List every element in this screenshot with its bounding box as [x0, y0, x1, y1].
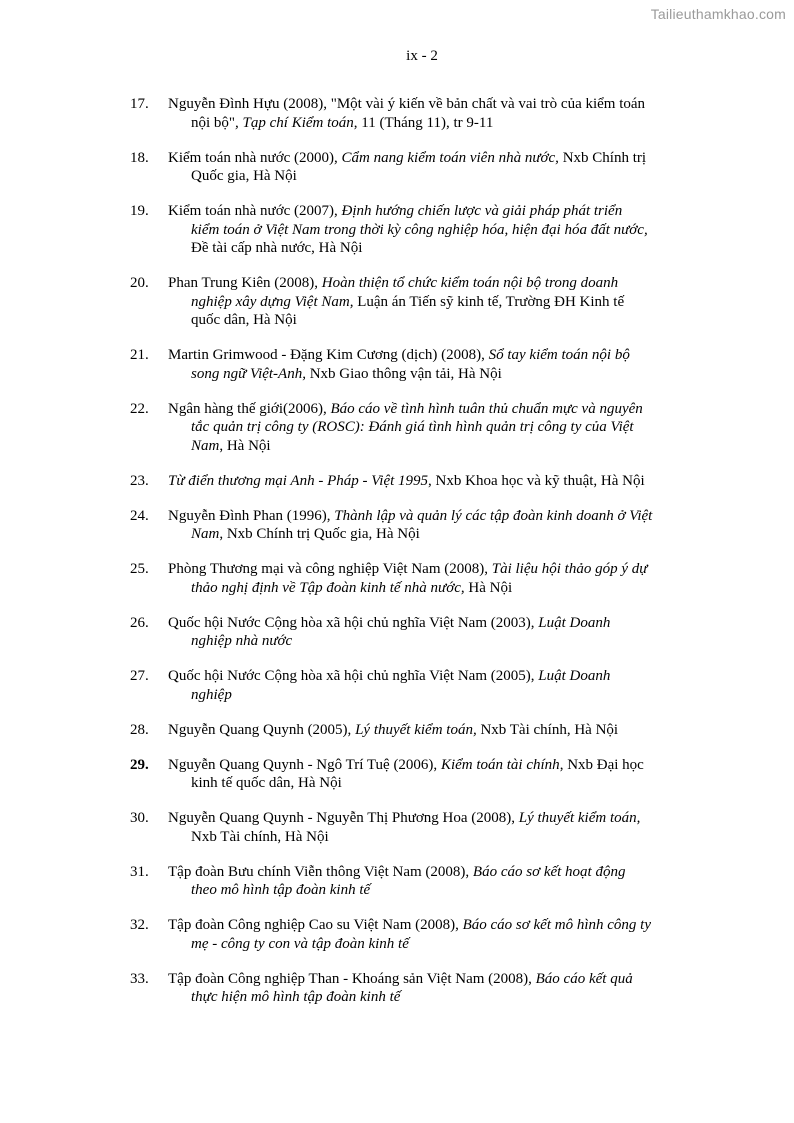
reference-segment: Nxb Giao thông vận tải, Hà Nội	[305, 365, 502, 382]
reference-line	[168, 507, 690, 526]
reference-line	[168, 400, 690, 419]
reference-line	[168, 311, 690, 330]
reference-line	[168, 221, 690, 240]
reference-line	[168, 418, 690, 437]
reference-line	[168, 614, 690, 633]
reference-title-segment: Lý thuyết kiểm toán,	[355, 721, 477, 738]
reference-text	[168, 95, 690, 132]
reference-segment: Nxb Tài chính, Hà Nội	[476, 721, 619, 738]
reference-segment: Nguyễn Đình Phan (1996),	[168, 507, 335, 524]
reference-title-segment: Luật Doanh	[538, 614, 611, 631]
reference-item	[130, 721, 690, 740]
reference-segment: , Nxb Chính trị Quốc gia, Hà Nội	[219, 526, 420, 542]
reference-item	[130, 95, 690, 132]
reference-line	[168, 686, 690, 705]
reference-title-segment: kiểm toán ở Việt Nam trong thời kỳ công nghiệp hóa, hiện đại hóa đất nước,	[191, 221, 648, 238]
reference-number: 21.	[130, 347, 149, 363]
reference-segment: Nxb Tài chính, Hà Nội	[191, 828, 329, 845]
page-number: ix - 2	[406, 48, 438, 64]
reference-item	[130, 809, 690, 846]
reference-title-segment: Kiểm toán tài chính	[440, 756, 560, 773]
reference-item	[130, 560, 690, 597]
reference-text	[168, 614, 690, 651]
reference-number: 33.	[130, 970, 149, 987]
reference-number: 28.	[130, 721, 149, 738]
reference-segment: Nguyễn Quang Quynh - Ngô Trí Tuệ (2006),	[168, 756, 441, 773]
reference-segment: Phan Trung Kiên (2008),	[168, 275, 322, 291]
reference-segment: kinh tế quốc dân, Hà Nội	[191, 775, 342, 791]
reference-item	[130, 507, 690, 544]
reference-item	[130, 756, 690, 793]
reference-item	[130, 400, 690, 456]
reference-title-segment: thảo nghị định về Tập đoàn kinh tế nhà nước,	[191, 579, 465, 596]
reference-list	[130, 95, 690, 1023]
reference-segment: Nxb Chính trị	[558, 149, 647, 166]
reference-text	[168, 507, 690, 544]
reference-text	[168, 863, 690, 900]
reference-text	[168, 274, 690, 330]
reference-text	[168, 916, 690, 953]
reference-line	[168, 114, 690, 133]
reference-segment: Tập đoàn Bưu chính Viễn thông Việt Nam (2008),	[168, 863, 473, 880]
reference-number: 32.	[130, 917, 149, 933]
reference-number: 31.	[130, 863, 149, 880]
reference-title-segment: Nam	[191, 526, 220, 542]
reference-segment: Đề tài cấp nhà nước, Hà Nội	[191, 240, 363, 256]
reference-title-segment: Tài liệu hội thảo góp ý dự	[491, 561, 648, 577]
reference-line	[168, 988, 690, 1007]
reference-number: 23.	[130, 472, 149, 489]
reference-title-segment: Lý thuyết kiểm toán,	[518, 810, 641, 826]
reference-title-segment: Thành lập và quản lý các tập đoàn kinh doanh ở Việt	[334, 507, 653, 524]
reference-line	[168, 970, 690, 989]
reference-line	[168, 828, 690, 847]
reference-title-segment: nghiệp xây dựng Việt Nam,	[191, 293, 354, 310]
reference-number: 27.	[130, 668, 149, 684]
reference-line	[168, 239, 690, 258]
reference-number: 19.	[130, 203, 149, 219]
reference-segment: , Nxb Đại học	[559, 756, 644, 773]
reference-item	[130, 202, 690, 258]
reference-number: 18.	[130, 149, 149, 166]
watermark-text: Tailieuthamkhao.com	[650, 6, 786, 22]
reference-item	[130, 472, 690, 491]
reference-number: 17.	[130, 96, 149, 112]
reference-number: 20.	[130, 275, 149, 291]
reference-segment: Quốc hội Nước Cộng hòa xã hội chủ nghĩa Việt Nam (2003),	[168, 614, 539, 631]
reference-title-segment: Báo cáo kết quả	[535, 970, 633, 987]
reference-segment: Nguyễn Quang Quynh (2005),	[168, 721, 356, 738]
reference-number: 29.	[130, 756, 149, 773]
reference-item	[130, 149, 690, 186]
reference-line	[168, 149, 690, 168]
reference-segment: , Nxb Khoa học và kỹ thuật, Hà Nội	[428, 472, 645, 489]
reference-segment: Quốc hội Nước Cộng hòa xã hội chủ nghĩa Việt Nam (2005),	[168, 668, 539, 684]
reference-title-segment: tắc quản trị công ty (ROSC): Đánh giá tình hình quản trị công ty của Việt	[191, 419, 634, 435]
reference-line	[168, 935, 690, 954]
reference-number: 30.	[130, 810, 149, 826]
reference-title-segment: Định hướng chiến lược và giải pháp phát triển	[341, 203, 623, 219]
reference-segment: Nguyễn Đình Hựu (2008), "Một vài ý kiến về bản chất và vai trò của kiểm toán	[168, 96, 646, 112]
reference-line	[168, 167, 690, 186]
reference-segment: , Hà Nội	[219, 437, 271, 454]
reference-text	[168, 149, 690, 186]
reference-number: 25.	[130, 561, 149, 577]
reference-title-segment: Luật Doanh	[538, 668, 611, 684]
reference-line	[168, 809, 690, 828]
reference-title-segment: nghiệp nhà nước	[191, 633, 293, 649]
reference-item	[130, 274, 690, 330]
reference-text	[168, 756, 690, 793]
reference-line	[168, 863, 690, 882]
reference-line	[168, 560, 690, 579]
reference-title-segment: Hoàn thiện tổ chức kiểm toán nội bộ trong doanh	[321, 275, 619, 291]
reference-title-segment: nghiệp	[191, 686, 232, 703]
reference-title-segment: Từ điển thương mại Anh - Pháp - Việt 1995	[168, 472, 429, 489]
reference-line	[168, 437, 690, 456]
reference-segment: Ngân hàng thế giới(2006),	[168, 400, 331, 417]
reference-item	[130, 667, 690, 704]
reference-title-segment: Báo cáo sơ kết hoạt động	[472, 863, 626, 880]
reference-line	[168, 916, 690, 935]
reference-line	[168, 525, 690, 544]
reference-line	[168, 274, 690, 293]
reference-segment: Martin Grimwood - Đặng Kim Cương (dịch) (2008),	[168, 347, 489, 363]
reference-segment: , 11 (Tháng 11), tr 9-11	[353, 114, 494, 131]
reference-line	[168, 202, 690, 221]
reference-segment: Quốc gia, Hà Nội	[191, 168, 297, 184]
reference-segment: Kiểm toán nhà nước (2007),	[168, 203, 342, 219]
reference-line	[168, 881, 690, 900]
reference-segment: Luận án Tiến sỹ kinh tế, Trường ĐH Kinh tế	[353, 293, 625, 310]
reference-item	[130, 970, 690, 1007]
reference-item	[130, 916, 690, 953]
reference-line	[168, 632, 690, 651]
reference-text	[168, 721, 690, 740]
reference-line	[168, 774, 690, 793]
reference-title-segment: Cẩm nang kiểm toán viên nhà nước,	[341, 149, 559, 166]
reference-item	[130, 614, 690, 651]
reference-number: 24.	[130, 507, 149, 524]
reference-title-segment: Báo cáo về tình hình tuân thủ chuẩn mực và nguyên	[330, 400, 643, 417]
reference-line	[168, 667, 690, 686]
reference-segment: nội bộ"	[191, 114, 236, 131]
reference-segment: Tập đoàn Công nghiệp Than - Khoáng sản Việt Nam (2008),	[168, 970, 536, 987]
reference-text	[168, 970, 690, 1007]
reference-segment: Nguyễn Quang Quynh - Nguyễn Thị Phương Hoa (2008),	[168, 810, 519, 826]
reference-line	[168, 95, 690, 114]
reference-text	[168, 560, 690, 597]
reference-number: 26.	[130, 614, 149, 631]
reference-title-segment: , Tạp chí Kiểm toán	[235, 114, 354, 131]
reference-title-segment: Nam	[191, 437, 220, 454]
reference-line	[168, 756, 690, 775]
reference-title-segment: thực hiện mô hình tập đoàn kinh tế	[191, 989, 401, 1005]
reference-line	[168, 346, 690, 365]
reference-text	[168, 346, 690, 383]
reference-text	[168, 400, 690, 456]
reference-title-segment: song ngữ Việt-Anh,	[191, 365, 306, 382]
reference-segment: quốc dân, Hà Nội	[191, 312, 297, 328]
reference-item	[130, 863, 690, 900]
reference-number: 22.	[130, 400, 149, 417]
reference-line	[168, 472, 690, 491]
reference-title-segment: Sổ tay kiểm toán nội bộ	[488, 347, 630, 363]
reference-segment: Hà Nội	[464, 579, 513, 596]
reference-text	[168, 202, 690, 258]
reference-title-segment: Báo cáo sơ kết mô hình công ty	[462, 917, 651, 933]
reference-text	[168, 809, 690, 846]
reference-title-segment: theo mô hình tập đoàn kinh tế	[191, 882, 371, 898]
reference-line	[168, 579, 690, 598]
reference-segment: Phòng Thương mại và công nghiệp Việt Nam (2008),	[168, 561, 492, 577]
reference-segment: Kiểm toán nhà nước (2000),	[168, 149, 342, 166]
reference-text	[168, 472, 690, 491]
reference-segment: Tập đoàn Công nghiệp Cao su Việt Nam (2008),	[168, 917, 463, 933]
reference-line	[168, 721, 690, 740]
reference-item	[130, 346, 690, 383]
reference-line	[168, 365, 690, 384]
reference-title-segment: mẹ - công ty con và tập đoàn kinh tế	[191, 935, 409, 952]
reference-line	[168, 293, 690, 312]
reference-text	[168, 667, 690, 704]
